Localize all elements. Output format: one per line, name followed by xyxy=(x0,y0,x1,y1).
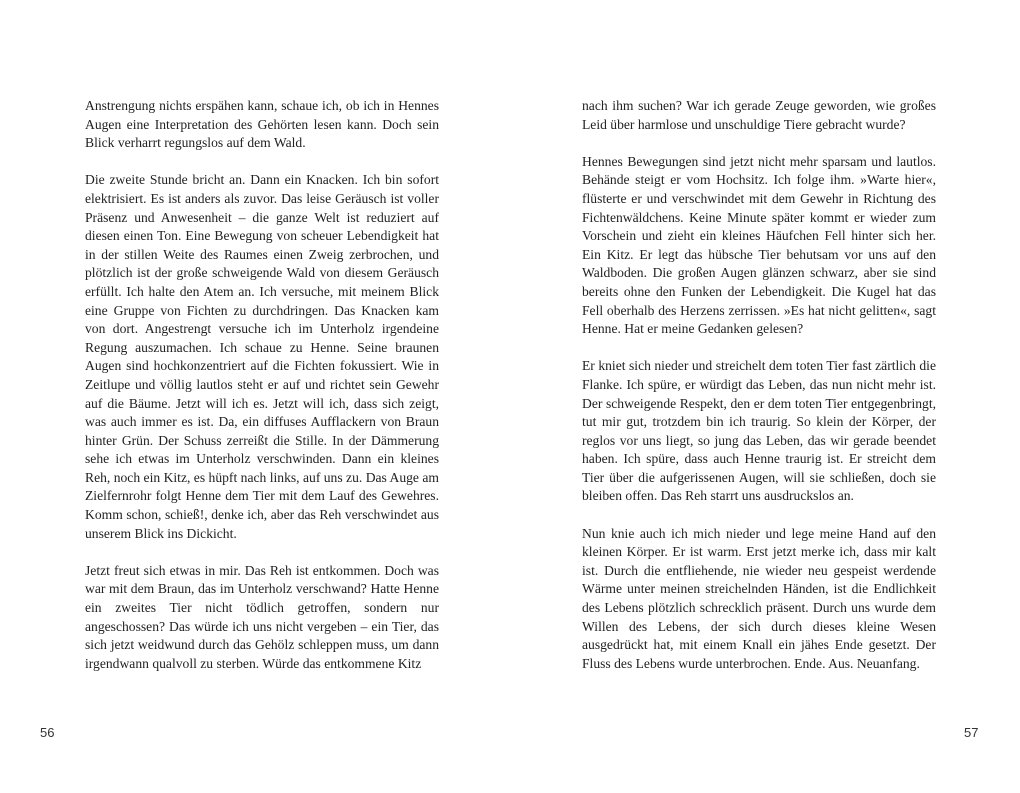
right-page xyxy=(510,0,1020,793)
paragraph: Er kniet sich nieder und streichelt dem toten Tier fast zärtlich die Flanke. Ich spüre, er würdigt das Leben, das nun nicht mehr ist. Der schweigende Respekt, den er dem toten Tier entgegenbringt, tut mir gut, trotzdem bin ich traurig. So klein der Körper, der reglos vor uns liegt, so jung das Leben, das wir gerade beendet haben. Ich spüre, dass auch Henne traurig ist. Er streicht dem Tier über die aufgerissenen Augen, will sie schließen, doch sie bleiben offen. Das Reh starrt uns ausdruckslos an. xyxy=(582,358,936,504)
page-number-right: 57 xyxy=(964,725,979,740)
paragraph: nach ihm suchen? War ich gerade Zeuge geworden, wie großes Leid über harmlose und unschuldige Tiere gebracht wurde? xyxy=(582,98,936,132)
right-text-block xyxy=(582,97,936,692)
left-text-block xyxy=(85,97,439,692)
page-number-left: 56 xyxy=(40,725,55,740)
paragraph: Anstrengung nichts erspähen kann, schaue ich, ob ich in Hennes Augen eine Interpretation des Gehörten lesen kann. Doch sein Blick verharrt regungslos auf dem Wald. xyxy=(85,98,439,151)
paragraph: Die zweite Stunde bricht an. Dann ein Knacken. Ich bin sofort elektrisiert. Es ist anders als zuvor. Das leise Geräusch ist voller Präsenz und Anwesenheit – die ganze Welt ist reduziert auf diesen einen Ton. Eine Bewegung von scheuer Lebendigkeit hat in der stillen Weite des Raumes einen Zweig zerbrochen, und plötzlich ist der große schweigende Wald von diesem Geräusch erfüllt. Ich halte den Atem an. Ich versuche, mit meinem Blick eine Gruppe von Fichten zu durchdringen. Das Knacken kam von dort. Angestrengt versuche ich im Unterholz irgendeine Regung auszumachen. Ich schaue zu Henne. Seine braunen Augen sind hochkonzentriert auf die Fichten fokussiert. Wie in Zeitlupe und völlig lautlos steht er auf und richtet sein Gewehr auf die Bäume. Jetzt will ich es. Jetzt will ich, dass sich zeigt, was auch immer es ist. Da, ein diffuses Aufflackern von Braun hinter Grün. Der Schuss zerreißt die Stille. In der Dämmerung sehe ich etwas im Unterholz verschwinden. Dann ein kleines Reh, noch ein Kitz, es hüpft nach links, auf uns zu. Das Auge am Zielfernrohr folgt Henne dem Tier mit dem Lauf des Gewehres. Komm schon, schieß!, denke ich, aber das Reh verschwindet aus unserem Blick ins Dickicht. xyxy=(85,172,439,541)
paragraph: Jetzt freut sich etwas in mir. Das Reh ist entkommen. Doch was war mit dem Braun, das im Unterholz verschwand? Hatte Henne ein zweites Tier nicht tödlich getroffen, sondern nur angeschossen? Das würde ich uns nicht vergeben – ein Tier, das sich jetzt weidwund durch das Gehölz schleppen muss, um dann irgendwann qualvoll zu sterben. Würde das entkommene Kitz xyxy=(85,562,439,671)
paragraph: Hennes Bewegungen sind jetzt nicht mehr sparsam und lautlos. Behände steigt er vom Hochsitz. Ich folge ihm. »Warte hier«, flüsterte er und verschwindet mit dem Gewehr in Richtung des Fichtenwäldchens. Keine Minute später kommt er wieder zum Vorschein und zieht ein kleines Häufchen Fell hinter sich her. Ein Kitz. Er legt das hübsche Tier behutsam vor uns auf den Waldboden. Die großen Augen glänzen schwarz, aber sie sind bereits ohne den Funken der Lebendigkeit. Die Kugel hat das Fell oberhalb des Herzens zerrissen. »Es hat nicht gelitten«, sagt Henne. Hat er meine Gedanken gelesen? xyxy=(582,153,936,337)
paragraph: Nun knie auch ich mich nieder und lege meine Hand auf den kleinen Körper. Er ist warm. Erst jetzt merke ich, dass mir kalt ist. Durch die entfliehende, nie wieder neu gespeist werdende Wärme unter meinen streichelnden Händen, ist die Endlichkeit des Lebens plötzlich schrecklich präsent. Durch uns wurde dem Willen des Lebens, der sich durch dieses kleine Wesen ausgedrückt hat, mit einem Knall ein jähes Ende gesetzt. Der Fluss des Lebens wurde unterbrochen. Ende. Aus. Neuanfang. xyxy=(582,525,936,671)
